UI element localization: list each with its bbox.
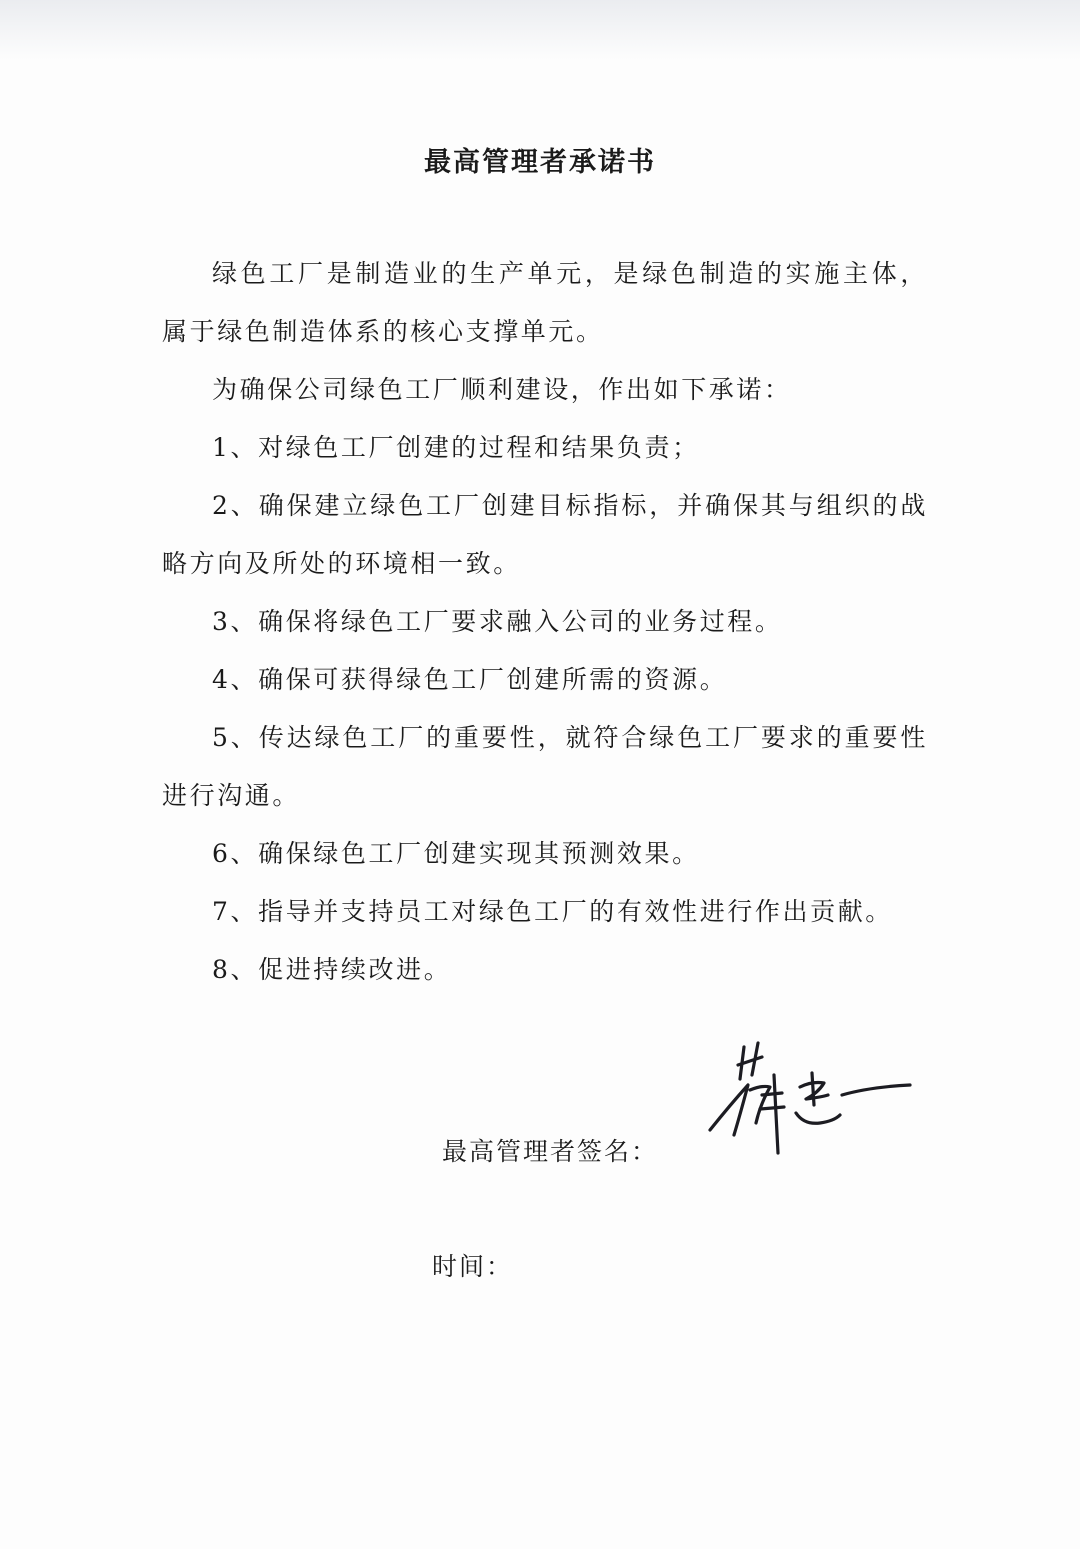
commitment-item-8: 8、促进持续改进。	[212, 955, 452, 984]
document-body	[162, 245, 928, 999]
commitment-item-7: 7、指导并支持员工对绿色工厂的有效性进行作出贡献。	[212, 897, 893, 926]
signature-label: 最高管理者签名：	[442, 1137, 659, 1166]
commitment-item-2: 2、确保建立绿色工厂创建目标指标，并确保其与组织的战略方向及所处的环境相一致。	[162, 491, 928, 578]
date-label: 时间：	[432, 1252, 514, 1281]
document-title: 最高管理者承诺书	[424, 147, 656, 178]
commitment-item-4: 4、确保可获得绿色工厂创建所需的资源。	[212, 665, 728, 694]
commitment-item-3: 3、确保将绿色工厂要求融入公司的业务过程。	[212, 607, 783, 636]
scan-shadow	[0, 0, 1080, 60]
commitment-item-6: 6、确保绿色工厂创建实现其预测效果。	[212, 839, 700, 868]
paragraph-commitment-lead: 为确保公司绿色工厂顺利建设，作出如下承诺：	[212, 375, 792, 404]
commitment-item-1: 1、对绿色工厂创建的过程和结果负责；	[212, 433, 700, 462]
paragraph-intro: 绿色工厂是制造业的生产单元，是绿色制造的实施主体，属于绿色制造体系的核心支撑单元。	[162, 259, 928, 346]
commitment-item-5: 5、传达绿色工厂的重要性，就符合绿色工厂要求的重要性进行沟通。	[162, 723, 928, 810]
handwritten-signature	[700, 1035, 920, 1165]
